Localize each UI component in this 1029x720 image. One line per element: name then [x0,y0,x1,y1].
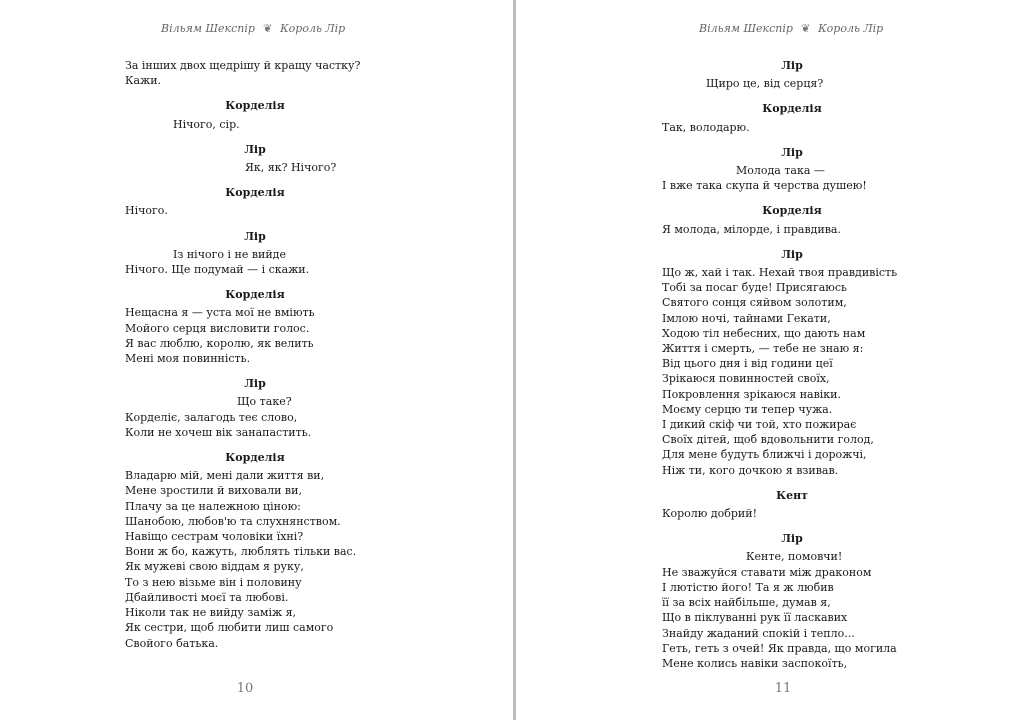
verse-line: Як, як? Нічого? [245,161,337,175]
speaker-name: Корделія [762,204,822,218]
speech-block [125,229,385,278]
verse-line: Не зважуйся ставати між драконом [662,565,872,579]
text-body [125,58,385,661]
verse-line: Нещасна я — уста мої не вміють [125,306,315,320]
speech-block [662,58,922,91]
verse-line: Від цього дня і від години цеї [662,357,833,371]
verse-line: І вже така скупа й черства душею! [662,179,867,193]
speech-block [662,531,922,671]
speech-block [125,287,385,366]
verse-line: Мене зростили й виховали ви, [125,484,302,498]
verse-line: Корделіє, залагодь теє слово, [125,410,298,424]
verse-line: Покровлення зрікаюся навіки. [662,387,842,401]
running-header [699,22,883,35]
speaker-name: Корделія [762,102,822,116]
ornament-icon: ❦ [262,22,273,35]
verse-line: Нічого. Ще подумай — і скажи. [125,263,310,277]
verse-line: Дбайливості моєї та любові. [125,590,289,604]
speech-block [125,450,385,651]
verse-line: Вони ж бо, кажуть, люблять тільки вас. [125,545,357,559]
verse-line: Молода така — [736,164,825,178]
verse-line: Навіщо сестрам чоловіки їхні? [125,530,304,544]
speaker-name: Кент [776,488,808,502]
speaker-name: Лір [244,142,266,156]
verse-line: Я вас люблю, королю, як велить [125,336,314,350]
verse-line: Ходою тіл небесних, що дають нам [662,326,866,340]
speech-block [125,142,385,175]
right-page [516,0,1029,720]
left-page [0,0,513,720]
verse-line: Мойого серця висловити голос. [125,321,310,335]
speech-block [662,101,922,134]
verse-line: Життя і смерть, — тебе не знаю я: [662,342,864,356]
verse-line: Коли не хочеш вік занапастить. [125,425,312,439]
speaker-name: Корделія [225,451,285,465]
header-author: Вільям Шекспір [699,22,793,35]
verse-line: Як мужеві свою віддам я руку, [125,560,304,574]
verse-line: Нічого. [125,204,168,218]
speaker-name: Лір [244,229,266,243]
verse-line: Королю добрий! [662,507,758,521]
speech-block [125,58,385,88]
header-title: Король Лір [280,22,346,35]
verse-line: Моєму серцю ти тепер чужа. [662,402,833,416]
verse-line: її за всіх найбільше, думав я, [662,596,831,610]
page-number: 11 [774,681,792,696]
speaker-name: Лір [781,145,803,159]
verse-line: Мені моя повинність. [125,352,251,366]
verse-line: Що таке? [237,395,292,409]
speech-block [125,98,385,131]
verse-line: Із нічого і не вийде [173,247,286,261]
header-title: Король Лір [818,22,884,35]
speech-block [662,203,922,236]
verse-line: Свойого батька. [125,636,219,650]
verse-line: Святого сонця сяйвом золотим, [662,296,847,310]
speaker-name: Лір [781,59,803,72]
verse-line: Владарю мій, мені дали життя ви, [125,469,325,483]
verse-line: Що в піклуванні рук її ласкавих [662,611,848,625]
verse-line: Для мене будуть ближчі і дорожчі, [662,448,867,462]
ornament-icon: ❦ [800,22,811,35]
verse-line: Як сестри, щоб любити лиш самого [125,621,334,635]
verse-line: Ніколи так не вийду заміж я, [125,606,297,620]
verse-line: Нічого, сір. [173,117,240,131]
verse-line: Своїх дітей, щоб вдовольнити голод, [662,433,874,447]
verse-line: Так, володарю. [662,120,750,134]
page-number: 10 [236,681,254,696]
verse-line: Шанобою, любов'ю та слухнянством. [125,514,341,528]
verse-line: Кажи. [125,74,162,88]
header-author: Вільям Шекспір [161,22,255,35]
verse-line: То з нею візьме він і половину [125,575,302,589]
speech-block [125,185,385,218]
verse-line: Знайду жаданий спокій і тепло... [662,626,855,640]
verse-line: Плачу за це належною ціною: [125,499,301,513]
speech-block [125,376,385,440]
speaker-name: Лір [244,377,266,391]
verse-line: Я молода, мілорде, і правдива. [662,222,841,236]
verse-line: Ніж ти, кого дочкою я взивав. [662,463,839,477]
speaker-name: Лір [781,247,803,261]
speaker-name: Лір [781,532,803,546]
verse-line: Щиро це, від серця? [706,77,824,91]
speech-block [662,247,922,478]
verse-line: І дикий скіф чи той, хто пожирає [662,418,857,432]
verse-line: Тобі за посаг буде! Присягаюсь [662,281,847,295]
verse-line: І лютістю його! Та я ж любив [662,580,834,594]
speaker-name: Корделія [225,186,285,200]
speaker-name: Корделія [225,99,285,113]
speech-block [662,488,922,521]
verse-line: Імлою ночі, тайнами Гекати, [662,311,831,325]
running-header [161,22,345,35]
verse-line: Зрікаюся повинностей своїх, [662,372,830,386]
speech-block [662,145,922,194]
verse-line: Кенте, помовчи! [746,550,843,564]
verse-line: Мене колись навіки заспокоїть, [662,656,848,670]
verse-line: Геть, геть з очей! Як правда, що могила [662,641,897,655]
speaker-name: Корделія [225,288,285,302]
text-body [662,58,922,681]
verse-line: Що ж, хай і так. Нехай твоя правдивість [662,266,898,280]
verse-line: За інших двох щедрішу й кращу частку? [125,59,361,72]
